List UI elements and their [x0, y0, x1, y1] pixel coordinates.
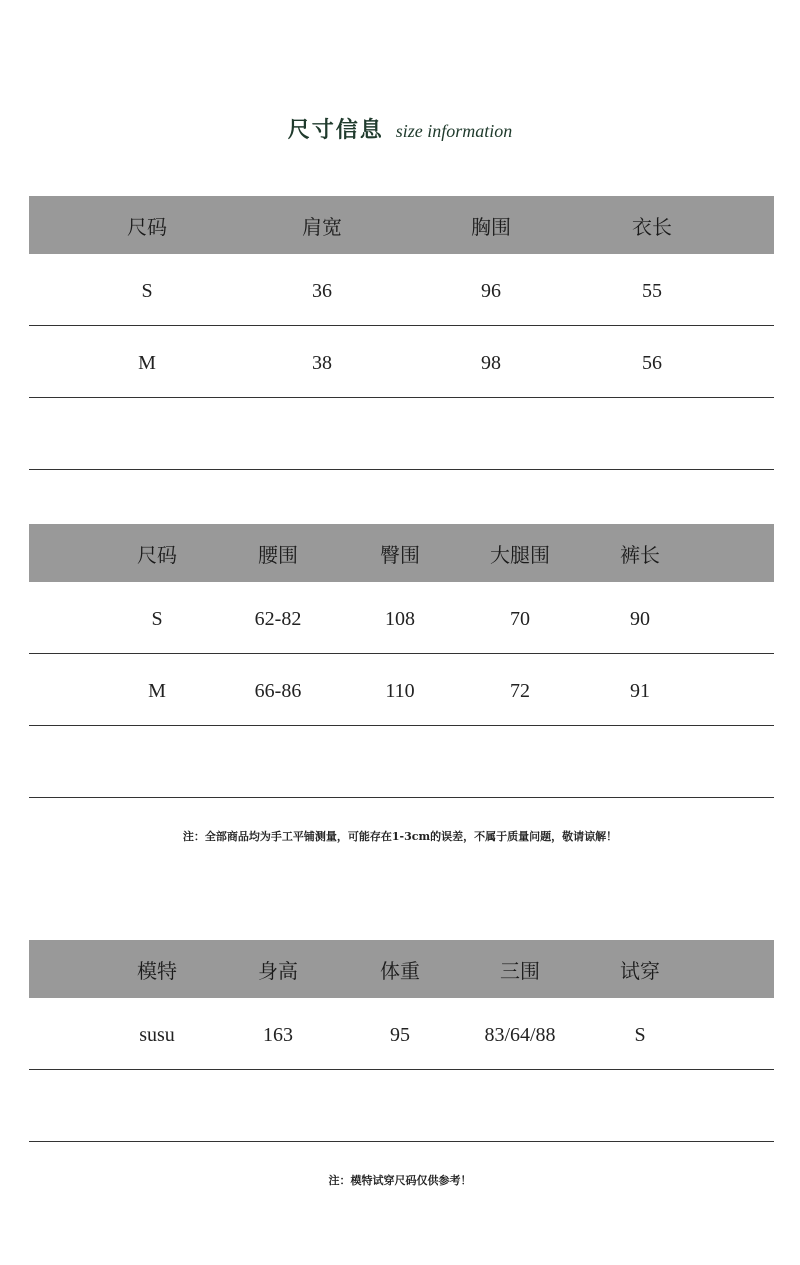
- table-row: [29, 654, 774, 726]
- bottom-size-table-header: [29, 524, 774, 582]
- table-row: [29, 326, 774, 398]
- table-cell: 36: [312, 280, 332, 302]
- top-size-table: [29, 196, 774, 470]
- header-cell: 模特: [137, 959, 177, 983]
- table-cell: M: [138, 352, 156, 374]
- table-cell: 90: [630, 608, 650, 630]
- table-cell: 108: [385, 608, 415, 630]
- table-cell: 83/64/88: [484, 1024, 556, 1046]
- header-cell: 肩宽: [302, 215, 342, 239]
- header-cell: 胸围: [471, 215, 511, 239]
- table-cell: 70: [510, 608, 530, 630]
- header-cell: 身高: [258, 959, 298, 983]
- table-row: [29, 582, 774, 654]
- table-row-empty: [29, 398, 774, 470]
- bottom-size-table: [29, 524, 774, 798]
- measurement-note: 注：全部商品均为手工平铺测量，可能存在1-3cm的误差，不属于质量问题，敬请谅解！: [182, 830, 618, 843]
- header-cell: 体重: [380, 959, 420, 983]
- table-cell: 91: [630, 680, 650, 702]
- model-note: 注：模特试穿尺码仅供参考！: [328, 1174, 472, 1187]
- table-cell: 56: [642, 352, 662, 374]
- header-cell: 大腿围: [490, 543, 550, 567]
- table-cell: S: [151, 608, 163, 630]
- table-row: [29, 254, 774, 326]
- table-cell: S: [141, 280, 153, 302]
- table-cell: M: [148, 680, 166, 702]
- table-row-empty: [29, 726, 774, 798]
- title-chinese: 尺寸信息: [287, 117, 384, 143]
- table-cell: 72: [510, 680, 530, 702]
- table-cell: S: [634, 1024, 646, 1046]
- table-cell: 55: [642, 280, 662, 302]
- table-cell: 62-82: [254, 608, 302, 630]
- table-cell: 66-86: [254, 680, 302, 702]
- table-cell: 98: [481, 352, 501, 374]
- model-table: [29, 940, 774, 1142]
- header-cell: 三围: [500, 959, 540, 983]
- header-cell: 裤长: [620, 543, 660, 567]
- header-cell: 试穿: [620, 959, 660, 983]
- title-english: size information: [395, 121, 513, 141]
- model-table-header: [29, 940, 774, 998]
- top-size-table-header: [29, 196, 774, 254]
- header-cell: 腰围: [258, 543, 298, 567]
- table-cell: 163: [263, 1024, 293, 1046]
- page-title: [0, 113, 800, 144]
- table-row: [29, 998, 774, 1070]
- table-cell: 110: [385, 680, 415, 702]
- table-cell: 95: [390, 1024, 410, 1046]
- header-cell: 衣长: [632, 215, 672, 239]
- table-cell: susu: [139, 1024, 175, 1046]
- header-cell: 臀围: [380, 543, 420, 567]
- header-cell: 尺码: [127, 215, 167, 239]
- header-cell: 尺码: [137, 543, 177, 567]
- table-cell: 96: [481, 280, 501, 302]
- table-row-empty: [29, 1070, 774, 1142]
- table-cell: 38: [312, 352, 332, 374]
